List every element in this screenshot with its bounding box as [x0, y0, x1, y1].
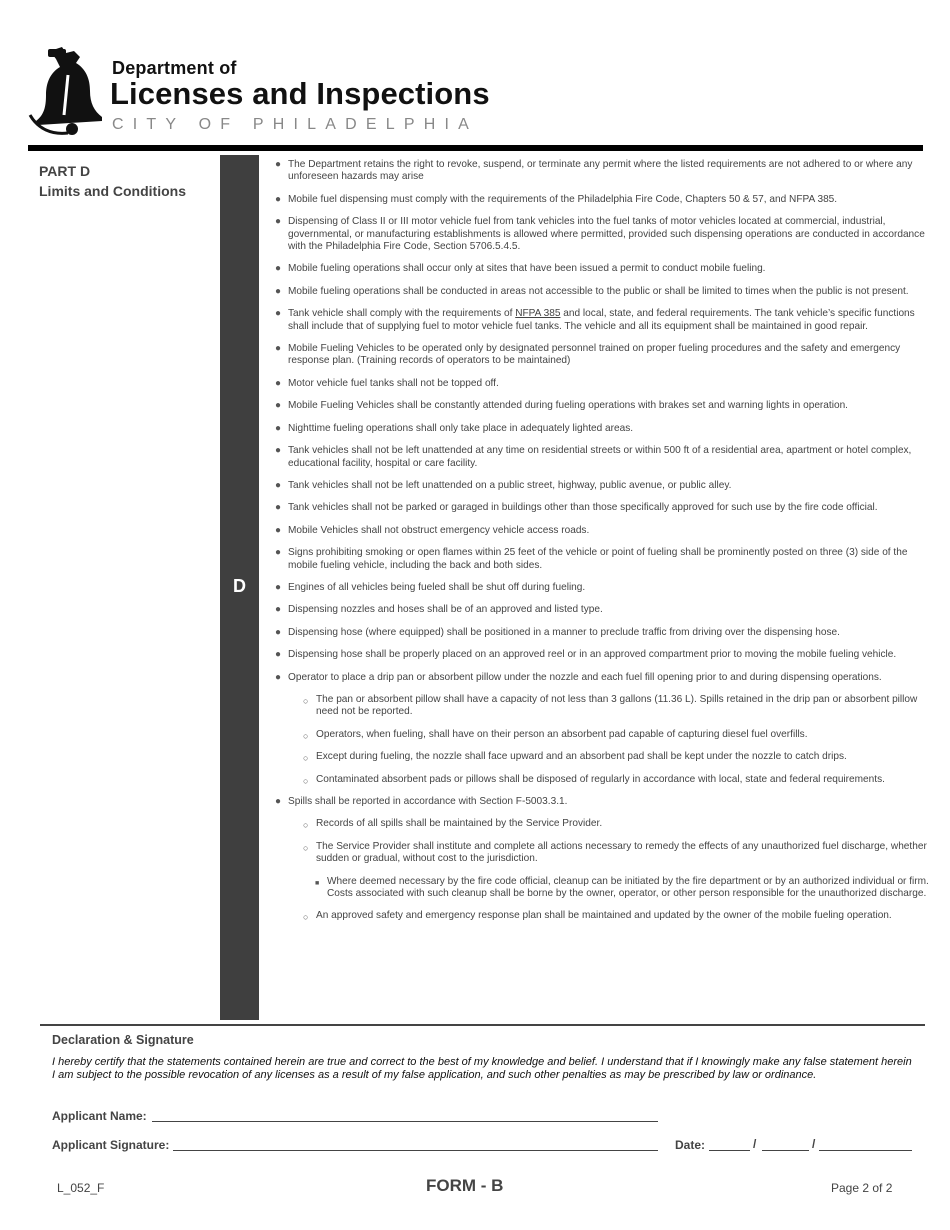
circle-bullet-icon: ○	[303, 730, 309, 741]
bullet-icon: ●	[275, 796, 282, 807]
sub-list-item: ○ Operators, when fueling, shall have on their person an absorbent pad capable of capturing diesel fuel overfills.	[303, 728, 808, 741]
sub-list-item: ○ Records of all spills shall be maintained by the Service Provider.	[303, 818, 603, 831]
bullet-icon: ●	[275, 159, 282, 170]
part-title: Limits and Conditions	[39, 183, 186, 199]
list-item: ● Engines of all vehicles being fueled shall be shut off during fueling.	[275, 581, 586, 593]
declaration-title: Declaration & Signature	[52, 1033, 194, 1047]
list-item: ● Signs prohibiting smoking or open flames within 25 feet of the vehicle or point of fueling shall be prominently posted on three (3) side of the mobile fueling vehicle, including the back and both sides.	[275, 547, 908, 571]
square-bullet-icon: ■	[315, 879, 320, 887]
form-code: L_052_F	[57, 1181, 105, 1195]
circle-bullet-icon: ○	[303, 695, 309, 706]
circle-bullet-icon: ○	[303, 842, 309, 853]
form-title: FORM - B	[426, 1176, 504, 1195]
list-item: ● The Department retains the right to revoke, suspend, or terminate any permit where the listed requirements are not adhered to or where any unforeseen hazards may arise	[275, 159, 913, 183]
list-item: ● Mobile Vehicles shall not obstruct emergency vehicle access roads.	[275, 524, 590, 536]
list-item: ● Tank vehicles shall not be left unattended at any time on residential streets or within 500 ft of a residential area, apartment or hotel complex, educational facility, hospital or care facility.	[275, 445, 912, 469]
bullet-icon: ●	[275, 479, 282, 491]
date-separator: /	[812, 1137, 816, 1151]
applicant-signature-field[interactable]	[173, 1150, 658, 1151]
declaration-divider	[40, 1024, 925, 1026]
date-label: Date:	[675, 1138, 706, 1152]
conditions-list	[275, 159, 930, 933]
sub-list-item: ○ An approved safety and emergency response plan shall be maintained and updated by the owner of the mobile fueling operation.	[303, 910, 892, 923]
list-item: ● Mobile fuel dispensing must comply with the requirements of the Philadelphia Fire Code, Chapters 50 & 57, and NFPA 385.	[275, 193, 838, 205]
bullet-icon: ●	[275, 547, 282, 559]
bullet-icon: ●	[275, 285, 282, 297]
header-divider	[28, 145, 923, 151]
part-label: PART D	[39, 163, 91, 179]
list-item: ● Nighttime fueling operations shall only take place in adequately lighted areas.	[275, 422, 634, 434]
applicant-signature-label: Applicant Signature:	[52, 1138, 170, 1152]
list-item: ● Motor vehicle fuel tanks shall not be topped off.	[275, 377, 499, 389]
list-item: ● Mobile fueling operations shall occur only at sites that have been issued a permit to conduct mobile fueling.	[275, 263, 766, 275]
list-item: ● Mobile Fueling Vehicles to be operated only by designated personnel trained on proper fueling procedures and the safety and emergency response plan. (Training records of operators to be maintained)	[275, 343, 901, 367]
bullet-icon: ●	[275, 308, 282, 320]
bullet-icon: ●	[275, 649, 282, 661]
date-day-field[interactable]	[762, 1150, 809, 1151]
bullet-icon: ●	[275, 604, 282, 616]
bullet-icon: ●	[275, 502, 282, 514]
sub-sub-list-item: ■ Where deemed necessary by the fire code official, cleanup can be initiated by the fire department or by an authorized individual or firm. Costs associated with such cleanup shall be borne by the owner, operator, or other person responsible for the unauthorized discharge.	[315, 875, 929, 900]
city-name: CITY OF PHILADELPHIA	[112, 116, 478, 133]
list-item: ● Dispensing nozzles and hoses shall be of an approved and listed type.	[275, 604, 603, 616]
applicant-name-field[interactable]	[152, 1121, 658, 1122]
bullet-icon: ●	[275, 626, 282, 638]
list-item: ● Dispensing hose shall be properly placed on an approved reel or in an approved compartment prior to moving the mobile fueling vehicle.	[275, 649, 897, 661]
section-sidebar	[220, 155, 259, 1020]
circle-bullet-icon: ○	[303, 753, 309, 764]
date-year-field[interactable]	[819, 1150, 912, 1151]
bullet-icon: ●	[275, 671, 282, 683]
page-header	[0, 0, 950, 145]
bullet-icon: ●	[275, 377, 282, 389]
list-item: ● Tank vehicles shall not be parked or garaged in buildings other than those specifically approved for such use by the fire code official.	[275, 502, 878, 514]
list-item: ● Mobile Fueling Vehicles shall be constantly attended during fueling operations with brakes set and warning lights in operation.	[275, 400, 848, 412]
sub-list-item: ○ The pan or absorbent pillow shall have a capacity of not less than 3 gallons (11.36 L). Spills retained in the drip pan or absorbent pillow need not be reported.	[303, 693, 918, 718]
circle-bullet-icon: ○	[303, 775, 309, 786]
bullet-icon: ●	[275, 343, 282, 355]
list-item: ● Dispensing hose (where equipped) shall be positioned in a manner to preclude traffic from driving over the dispensing hose.	[275, 626, 840, 638]
bullet-icon: ●	[275, 445, 282, 457]
circle-bullet-icon: ○	[303, 820, 309, 831]
list-item: ● Spills shall be reported in accordance with Section F-5003.3.1.	[275, 796, 568, 807]
sub-list-item: ○ Except during fueling, the nozzle shall face upward and an absorbent pad shall be kept under the nozzle to catch drips.	[303, 751, 847, 764]
sub-list-item: ○ The Service Provider shall institute and complete all actions necessary to remedy the effects of any unauthorized fuel discharge, whether sudden or gradual, without cost to the jurisdiction.	[303, 840, 927, 865]
bullet-icon: ●	[275, 524, 282, 536]
date-separator: /	[753, 1137, 757, 1151]
bullet-icon: ●	[275, 422, 282, 434]
page-number: Page 2 of 2	[831, 1181, 893, 1195]
list-item: ● Dispensing of Class II or III motor vehicle fuel from tank vehicles into the fuel tanks of motor vehicles located at commercial, industrial, governmental, or manufacturing establishments is allowed where permitted, provided such dispensing operations are conducted in accordance with the Philadelphia Fire Code, Section 5706.5.4.5.	[275, 216, 925, 253]
list-item: ● Tank vehicle shall comply with the requirements of NFPA 385 and local, state, and federal requirements. The tank vehicle’s specific functions shall include that of supplying fuel to motor vehicle fuel tanks. The vehicle and all its equipment shall be maintained in good repair.	[275, 308, 915, 332]
list-item: ● Mobile fueling operations shall be conducted in areas not accessible to the public or shall be limited to times when the public is not present.	[275, 285, 909, 297]
list-item: ● Tank vehicles shall not be left unattended on a public street, highway, public avenue, or public alley.	[275, 479, 732, 491]
department-of-text: Department of	[112, 58, 237, 78]
circle-bullet-icon: ○	[303, 912, 309, 923]
sub-list-item: ○ Contaminated absorbent pads or pillows shall be disposed of regularly in accordance with local, state and federal requirements.	[303, 773, 885, 786]
nfpa-385-link[interactable]: NFPA 385	[515, 308, 561, 320]
date-month-field[interactable]	[709, 1150, 750, 1151]
section-letter: D	[233, 576, 246, 596]
bullet-icon: ●	[275, 400, 282, 412]
bullet-icon: ●	[275, 263, 282, 275]
bullet-icon: ●	[275, 216, 282, 228]
applicant-name-label: Applicant Name:	[52, 1109, 147, 1123]
declaration-text: I hereby certify that the statements contained herein are true and correct to the best of my knowledge and belief. I understand that if I knowingly make any false statement herein I am subject to the possible revocation of any licenses as a result of my false application, and such other penalties as may be prescribed by law or ordinance.	[52, 1056, 912, 1081]
department-name: Licenses and Inspections	[110, 76, 490, 111]
liberty-bell-icon	[28, 45, 108, 137]
list-item: ● Operator to place a drip pan or absorbent pillow under the nozzle and each fuel fill opening prior to and during dispensing operations.	[275, 671, 882, 683]
bullet-icon: ●	[275, 193, 282, 205]
bullet-icon: ●	[275, 581, 282, 593]
